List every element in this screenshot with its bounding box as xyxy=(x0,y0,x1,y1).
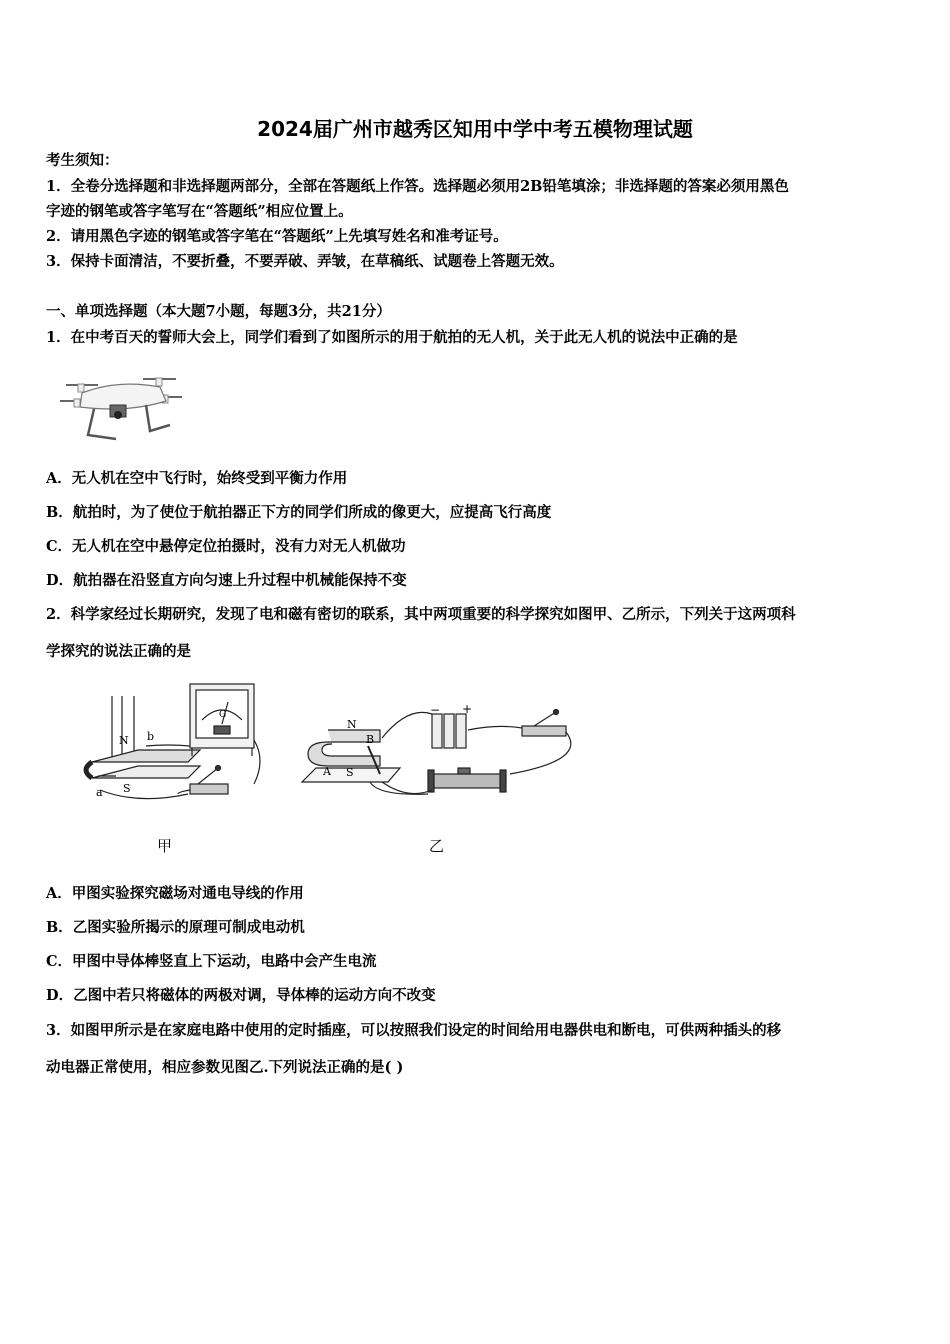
q1-option-d[interactable]: D．航拍器在沿竖直方向匀速上升过程中机械能保持不变 xyxy=(46,572,407,589)
q3-stem-line2: 动电器正常使用，相应参数见图乙.下列说法正确的是( ) xyxy=(46,1059,404,1076)
notice-item-3: 3．保持卡面清洁，不要折叠，不要弄破、弄皱，在草稿纸、试题卷上答题无效。 xyxy=(46,253,564,270)
q2-option-b[interactable]: B．乙图实验所揭示的原理可制成电动机 xyxy=(46,919,305,936)
q1-option-c[interactable]: C．无人机在空中悬停定位拍摄时，没有力对无人机做功 xyxy=(46,538,406,555)
jia-label-b: b xyxy=(147,730,155,743)
notice-item-2: 2．请用黑色字迹的钢笔或答字笔在“答题纸”上先填写姓名和准考证号。 xyxy=(46,228,508,245)
yi-label-minus: − xyxy=(430,703,441,717)
q1-option-a[interactable]: A．无人机在空中飞行时，始终受到平衡力作用 xyxy=(46,470,348,487)
jia-label-n: N xyxy=(119,734,129,747)
q2-stem-line2: 学探究的说法正确的是 xyxy=(46,643,191,660)
figure-label-jia: 甲 xyxy=(157,837,173,855)
figure-label-yi: 乙 xyxy=(429,837,445,855)
q2-option-c[interactable]: C．甲图中导体棒竖直上下运动，电路中会产生电流 xyxy=(46,953,377,970)
yi-label-b: B xyxy=(366,733,375,746)
notice-item-1: 1．全卷分选择题和非选择题两部分，全部在答题纸上作答。选择题必须用2B铅笔填涂；非选择题的答案必须用黑色 xyxy=(46,178,789,195)
page-title: 2024届广州市越秀区知用中学中考五模物理试题 xyxy=(257,117,693,141)
q2-option-a[interactable]: A．甲图实验探究磁场对通电导线的作用 xyxy=(46,885,304,902)
yi-label-a: A xyxy=(323,765,331,778)
q1-option-b[interactable]: B．航拍时，为了使位于航拍器正下方的同学们所成的像更大，应提高飞行高度 xyxy=(46,504,552,521)
yi-label-s: S xyxy=(346,766,354,779)
jia-label-s: S xyxy=(123,782,131,795)
jia-label-g: G xyxy=(219,710,227,720)
yi-label-n: N xyxy=(347,718,357,731)
yi-label-plus: + xyxy=(462,702,473,716)
q3-stem-line1: 3．如图甲所示是在家庭电路中使用的定时插座，可以按照我们设定的时间给用电器供电和断电，可供两种插头的移 xyxy=(46,1022,782,1039)
jia-label-a: a xyxy=(96,786,103,799)
figure-jia-diagram xyxy=(78,680,278,805)
notice-heading: 考生须知： xyxy=(46,152,119,169)
notice-item-1-cont: 字迹的钢笔或答字笔写在“答题纸”相应位置上。 xyxy=(46,203,353,220)
q2-option-d[interactable]: D．乙图中若只将磁体的两极对调，导体棒的运动方向不改变 xyxy=(46,987,436,1004)
q1-stem: 1．在中考百天的誓师大会上，同学们看到了如图所示的用于航拍的无人机，关于此无人机的说法中正确的是 xyxy=(46,329,738,346)
section-heading: 一、单项选择题（本大题7小题，每题3分，共21分） xyxy=(46,303,391,320)
q2-stem-line1: 2．科学家经过长期研究，发现了电和磁有密切的联系，其中两项重要的科学探究如图甲、乙所示，下列关于这两项科 xyxy=(46,606,796,623)
drone-image xyxy=(58,365,183,445)
